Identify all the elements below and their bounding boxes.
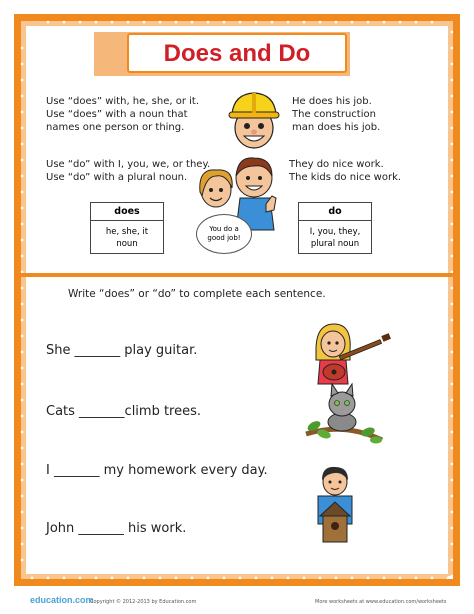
construction-worker-illustration xyxy=(224,88,284,152)
do-example xyxy=(289,158,401,184)
does-table-line: he, she, it xyxy=(105,227,149,237)
do-rule xyxy=(46,158,210,184)
footer-copyright: Copyright © 2012-2013 by Education.com xyxy=(90,599,197,605)
do-table-line: plural noun xyxy=(310,239,360,249)
do-rule-line: Use “do” with I, you, we, or they. xyxy=(46,159,211,170)
section-divider xyxy=(21,273,453,277)
sentence-4: John _______ his work. xyxy=(46,521,187,536)
girl-guitar-illustration xyxy=(310,320,394,386)
footer-more-link[interactable]: More worksheets at www.education.com/worksheets xyxy=(315,599,447,605)
does-example-line: man does his job. xyxy=(292,122,381,133)
does-example-line: The construction xyxy=(292,109,376,120)
does-rule xyxy=(46,95,199,134)
sentence-1: She _______ play guitar. xyxy=(46,343,198,358)
do-example-line: The kids do nice work. xyxy=(289,172,402,183)
instructions: Write “does” or “do” to complete each sentence. xyxy=(68,288,326,300)
sentence-2: Cats _______climb trees. xyxy=(46,404,202,419)
speech-bubble xyxy=(196,214,252,254)
speech-bubble-line: good job! xyxy=(207,234,241,242)
cat-on-branch-illustration xyxy=(304,382,384,444)
do-table xyxy=(298,202,372,254)
does-example xyxy=(292,95,380,134)
speech-bubble-line: You do a xyxy=(209,225,239,233)
does-table-line: noun xyxy=(116,239,138,249)
does-rule-line: Use “does” with a noun that xyxy=(46,109,188,120)
title-box xyxy=(127,33,347,73)
does-table-header: does xyxy=(91,203,163,221)
boy-birdhouse-illustration xyxy=(310,464,360,546)
page-title: Does and Do xyxy=(163,40,311,67)
does-table xyxy=(90,202,164,254)
do-table-line: I, you, they, xyxy=(309,227,361,237)
does-rule-line: Use “does” with, he, she, or it. xyxy=(46,96,199,107)
education-logo: education.com xyxy=(30,595,94,605)
do-table-body xyxy=(299,221,371,250)
does-example-line: He does his job. xyxy=(292,96,372,107)
sentence-3: I _______ my homework every day. xyxy=(46,463,268,478)
do-table-header: do xyxy=(299,203,371,221)
does-table-body xyxy=(91,221,163,250)
do-rule-line: Use “do” with a plural noun. xyxy=(46,172,188,183)
does-rule-line: names one person or thing. xyxy=(46,122,185,133)
do-example-line: They do nice work. xyxy=(289,159,384,170)
